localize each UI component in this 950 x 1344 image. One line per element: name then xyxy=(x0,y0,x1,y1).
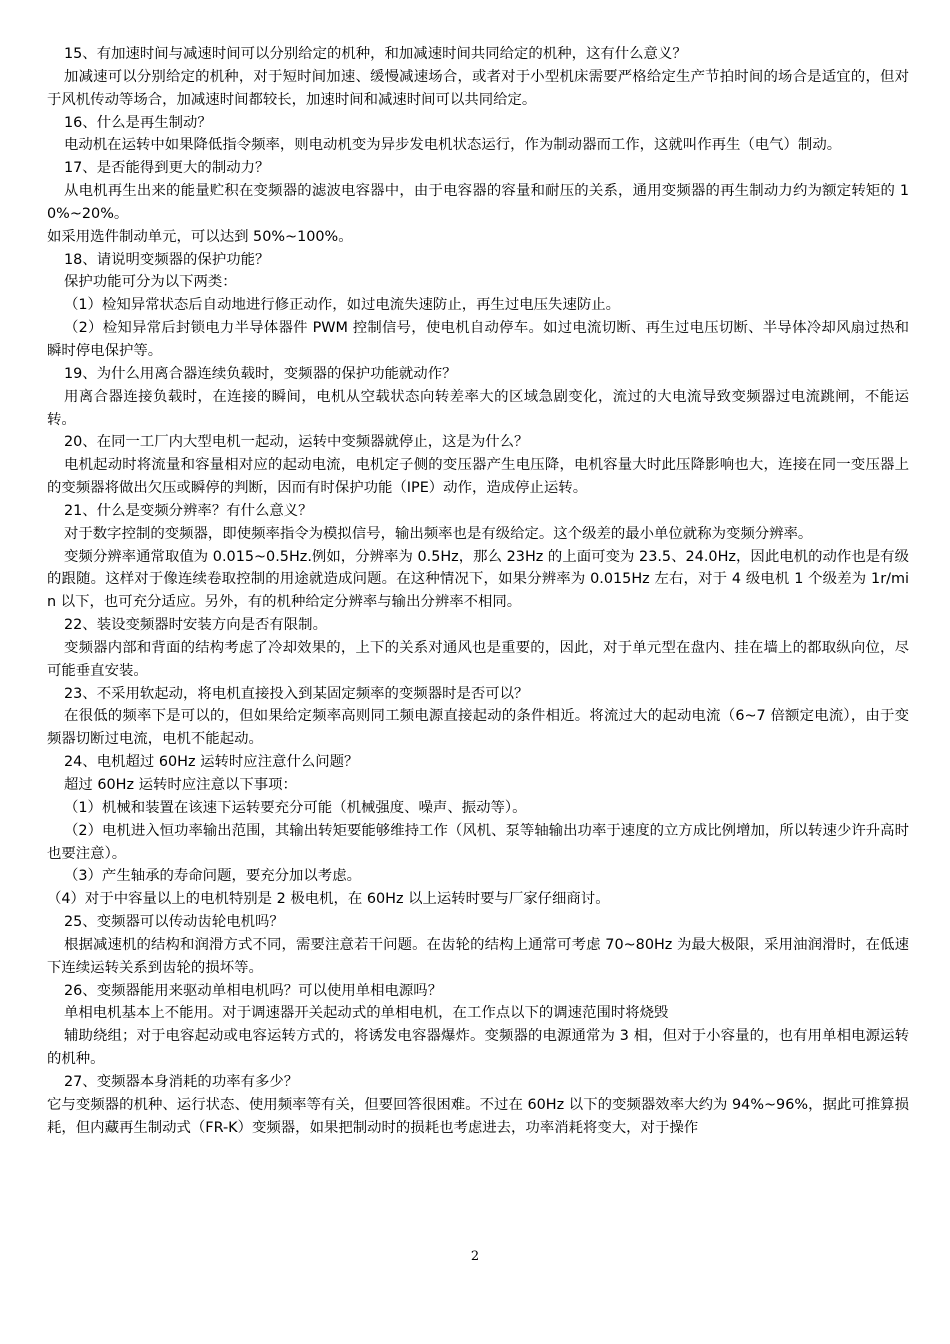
paragraph: 26、变频器能用来驱动单相电机吗？可以使用单相电源吗？ xyxy=(64,982,443,999)
paragraph: （1）检知异常状态后自动地进行修正动作，如过电流失速防止，再生过电压失速防止。 xyxy=(64,297,621,314)
paragraph: 在很低的频率下是可以的，但如果给定频率高则同工频电源直接起动的条件相近。将流过大的起动电流（6~7 倍额定电流），由于变频器切断过电流，电机不能起动。 xyxy=(47,708,909,748)
paragraph: 19、为什么用离合器连续负载时，变频器的保护功能就动作？ xyxy=(64,365,457,382)
page-number: 2 xyxy=(470,1249,480,1264)
paragraph: 17、是否能得到更大的制动力？ xyxy=(64,160,270,177)
paragraph: 根据减速机的结构和润滑方式不同，需要注意若干问题。在齿轮的结构上通常可考虑 70~80Hz 为最大极限，采用油润滑时，在低速下连续运转关系到齿轮的损坏等。 xyxy=(47,936,909,976)
paragraph: 23、不采用软起动，将电机直接投入到某固定频率的变频器时是否可以？ xyxy=(64,685,529,702)
paragraph: 18、请说明变频器的保护功能？ xyxy=(64,251,270,268)
paragraph: 变频分辨率通常取值为 0.015~0.5Hz.例如，分辨率为 0.5Hz，那么 23Hz 的上面可变为 23.5、24.0Hz，因此电机的动作也是有级的跟随。这样对于像连续卷取控制的用途就造成问题。在这种情况下，如果分辨率为 0.015Hz 左右，对于 4 级电机 1 个级差为 1r/min 以下，也可充分适应。另外，有的机种给定分辨率与输出分辨率不相同。 xyxy=(47,548,909,611)
paragraph: （3）产生轴承的寿命问题，要充分加以考虑。 xyxy=(64,868,361,885)
paragraph: 如采用选件制动单元，可以达到 50%~100%。 xyxy=(47,228,353,245)
paragraph: 从电机再生出来的能量贮积在变频器的滤波电容器中，由于电容器的容量和耐压的关系，通用变频器的再生制动力约为额定转矩的 10%~20%。 xyxy=(47,183,909,222)
paragraph: 对于数字控制的变频器，即使频率指令为模拟信号，输出频率也是有级给定。这个级差的最小单位就称为变频分辨率。 xyxy=(64,525,813,542)
paragraph: 15、有加速时间与减速时间可以分别给定的机种，和加减速时间共同给定的机种，这有什么意义？ xyxy=(64,46,687,62)
paragraph: 21、什么是变频分辨率？有什么意义？ xyxy=(64,502,313,519)
paragraph: 单相电机基本上不能用。对于调速器开关起动式的单相电机，在工作点以下的调速范围时将烧毁 xyxy=(64,1005,669,1022)
paragraph: 22、装设变频器时安装方向是否有限制。 xyxy=(64,617,327,634)
paragraph: 它与变频器的机种、运行状态、使用频率等有关，但要回答很困难。不过在 60Hz 以下的变频器效率大约为 94%~96%，据此可推算损耗，但内藏再生制动式（FR-K）变频器，如果把制动时的损耗也考虑进去，功率消耗将变大，对于操作 xyxy=(47,1096,909,1136)
paragraph: 20、在同一工厂内大型电机一起动，运转中变频器就停止，这是为什么？ xyxy=(64,434,529,451)
paragraph: 24、电机超过 60Hz 运转时应注意什么问题？ xyxy=(64,754,359,771)
paragraph: 保护功能可分为以下两类： xyxy=(64,274,237,291)
paragraph: 25、变频器可以传动齿轮电机吗？ xyxy=(64,914,284,931)
paragraph: （1）机械和装置在该速下运转要充分可能（机械强度、噪声、振动等）。 xyxy=(64,799,527,816)
paragraph: 超过 60Hz 运转时应注意以下事项： xyxy=(64,777,297,793)
paragraph: 16、什么是再生制动？ xyxy=(64,114,212,131)
paragraph: （2）电机进入恒功率输出范围，其输出转矩要能够维持工作（风机、泵等轴输出功率于速度的立方成比例增加，所以转速少许升高时也要注意）。 xyxy=(47,822,909,862)
paragraph: 电动机在运转中如果降低指令频率，则电动机变为异步发电机状态运行，作为制动器而工作，这就叫作再生（电气）制动。 xyxy=(64,137,842,154)
paragraph: 用离合器连接负载时，在连接的瞬间，电机从空载状态向转差率大的区域急剧变化，流过的大电流导致变频器过电流跳闸，不能运转。 xyxy=(47,388,909,428)
paragraph: （2）检知异常后封锁电力半导体器件 PWM 控制信号，使电机自动停车。如过电流切断、再生过电压切断、半导体冷却风扇过热和瞬时停电保护等。 xyxy=(47,320,909,359)
document-body xyxy=(47,43,909,1140)
paragraph: 27、变频器本身消耗的功率有多少？ xyxy=(64,1073,299,1090)
paragraph: 变频器内部和背面的结构考虑了冷却效果的，上下的关系对通风也是重要的，因此，对于单元型在盘内、挂在墙上的都取纵向位，尽可能垂直安装。 xyxy=(47,639,909,679)
paragraph: 电机起动时将流量和容量相对应的起动电流，电机定子侧的变压器产生电压降，电机容量大时此压降影响也大，连接在同一变压器上的变频器将做出欠压或瞬停的判断，因而有时保护功能（IPE）动作，造成停止运转。 xyxy=(47,457,909,497)
paragraph: 辅助绕组；对于电容起动或电容运转方式的，将诱发电容器爆炸。变频器的电源通常为 3 相，但对于小容量的，也有用单相电源运转的机种。 xyxy=(47,1028,909,1068)
paragraph: （4）对于中容量以上的电机特别是 2 极电机，在 60Hz 以上运转时要与厂家仔细商讨。 xyxy=(47,891,610,908)
paragraph: 加减速可以分别给定的机种，对于短时间加速、缓慢减速场合，或者对于小型机床需要严格给定生产节拍时间的场合是适宜的，但对于风机传动等场合，加减速时间都较长，加速时间和减速时间可以共同给定。 xyxy=(47,68,909,108)
